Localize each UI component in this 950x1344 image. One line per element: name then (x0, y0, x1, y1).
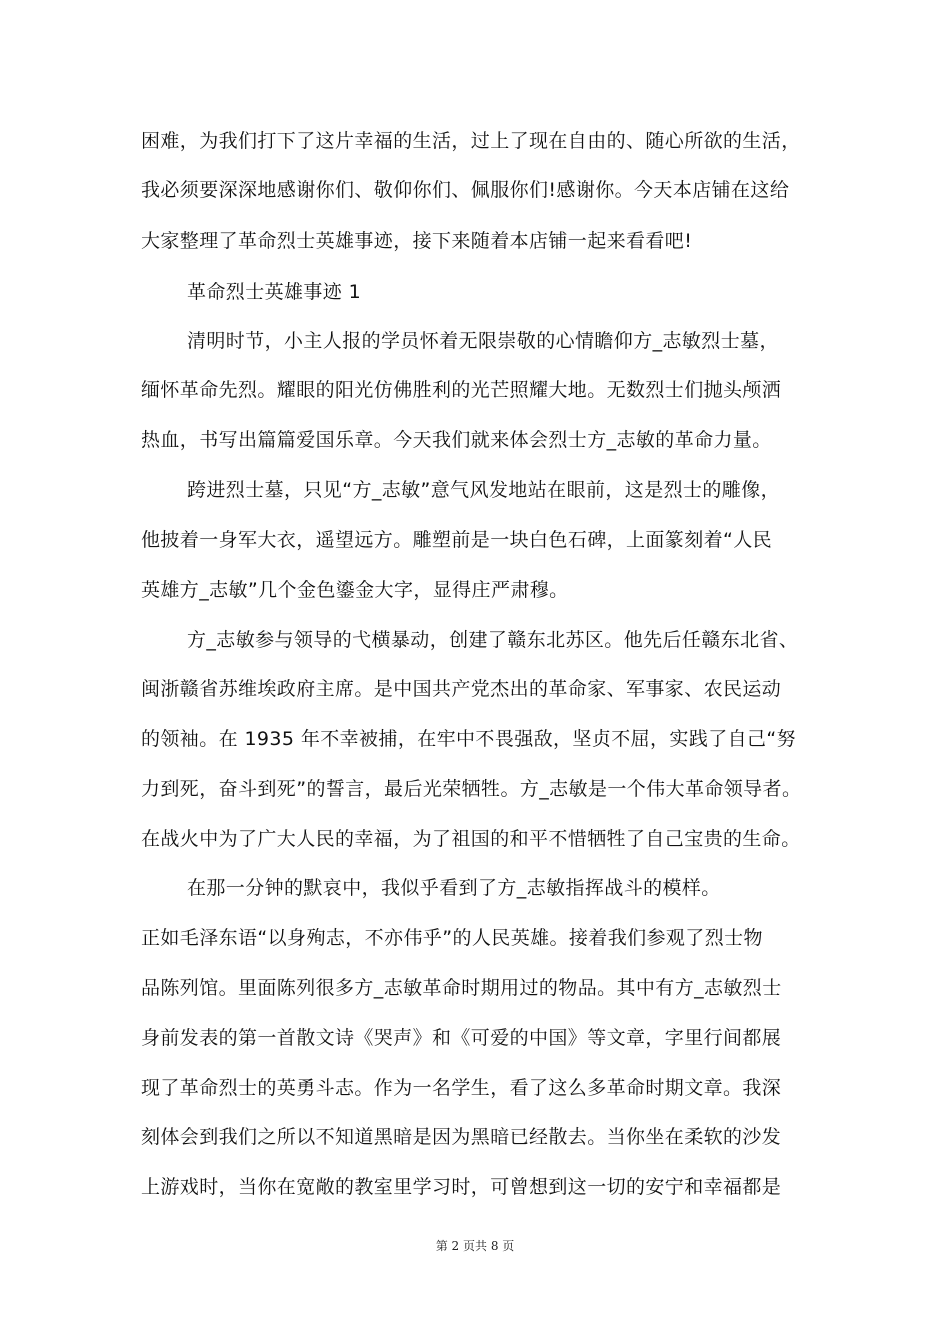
body-line: 身前发表的第一首散文诗《哭声》和《可爱的中国》等文章，字里行间都展 (141, 1027, 782, 1049)
body-line: 跨进烈士墓，只见“方_志敏”意气风发地站在眼前，这是烈士的雕像， (187, 479, 780, 501)
body-line: 他披着一身军大衣，遥望远方。雕塑前是一块白色石碑，上面篆刻着“人民 (141, 529, 773, 551)
body-line: 现了革命烈士的英勇斗志。作为一名学生，看了这么多革命时期文章。我深 (141, 1077, 782, 1099)
body-line: 方_志敏参与领导的弋横暴动，创建了赣东北苏区。他先后任赣东北省、 (187, 629, 799, 651)
body-line: 品陈列馆。里面陈列很多方_志敏革命时期用过的物品。其中有方_志敏烈士 (141, 977, 782, 999)
body-line: 的领袖。在 1935 年不幸被捕，在牢中不畏强敌，坚贞不屈，实践了自己“努 (141, 728, 797, 750)
body-line: 正如毛泽东语“以身殉志，不亦伟乎”的人民英雄。接着我们参观了烈士物 (141, 927, 763, 949)
body-line: 英雄方_志敏”几个金色鎏金大字，显得庄严肃穆。 (141, 579, 569, 601)
body-line: 缅怀革命先烈。耀眼的阳光仿佛胜利的光芒照耀大地。无数烈士们抛头颅洒 (141, 379, 782, 401)
body-line: 闽浙赣省苏维埃政府主席。是中国共产党杰出的革命家、军事家、农民运动 (141, 678, 782, 700)
section-heading: 革命烈士英雄事迹 1 (187, 281, 362, 303)
body-line: 刻体会到我们之所以不知道黑暗是因为黑暗已经散去。当你坐在柔软的沙发 (141, 1126, 782, 1148)
body-line: 大家整理了革命烈士英雄事迹，接下来随着本店铺一起来看看吧! (141, 230, 693, 252)
body-line: 在那一分钟的默哀中，我似乎看到了方_志敏指挥战斗的模样。 (187, 877, 721, 899)
body-line: 我必须要深深地感谢你们、敬仰你们、佩服你们!感谢你。今天本店铺在这给 (141, 179, 790, 201)
body-line: 上游戏时，当你在宽敞的教室里学习时，可曾想到这一切的安宁和幸福都是 (141, 1176, 782, 1198)
body-line: 力到死，奋斗到死”的誓言，最后光荣牺牲。方_志敏是一个伟大革命领导者。 (141, 778, 802, 800)
body-line: 清明时节，小主人报的学员怀着无限崇敬的心情瞻仰方_志敏烈士墓， (187, 330, 779, 352)
body-line: 困难，为我们打下了这片幸福的生活，过上了现在自由的、随心所欲的生活， (141, 130, 801, 152)
body-line: 在战火中为了广大人民的幸福，为了祖国的和平不惜牺牲了自己宝贵的生命。 (141, 828, 801, 850)
body-line: 热血，书写出篇篇爱国乐章。今天我们就来体会烈士方_志敏的革命力量。 (141, 429, 772, 451)
page-number: 第 2 页共 8 页 (435, 1239, 515, 1253)
